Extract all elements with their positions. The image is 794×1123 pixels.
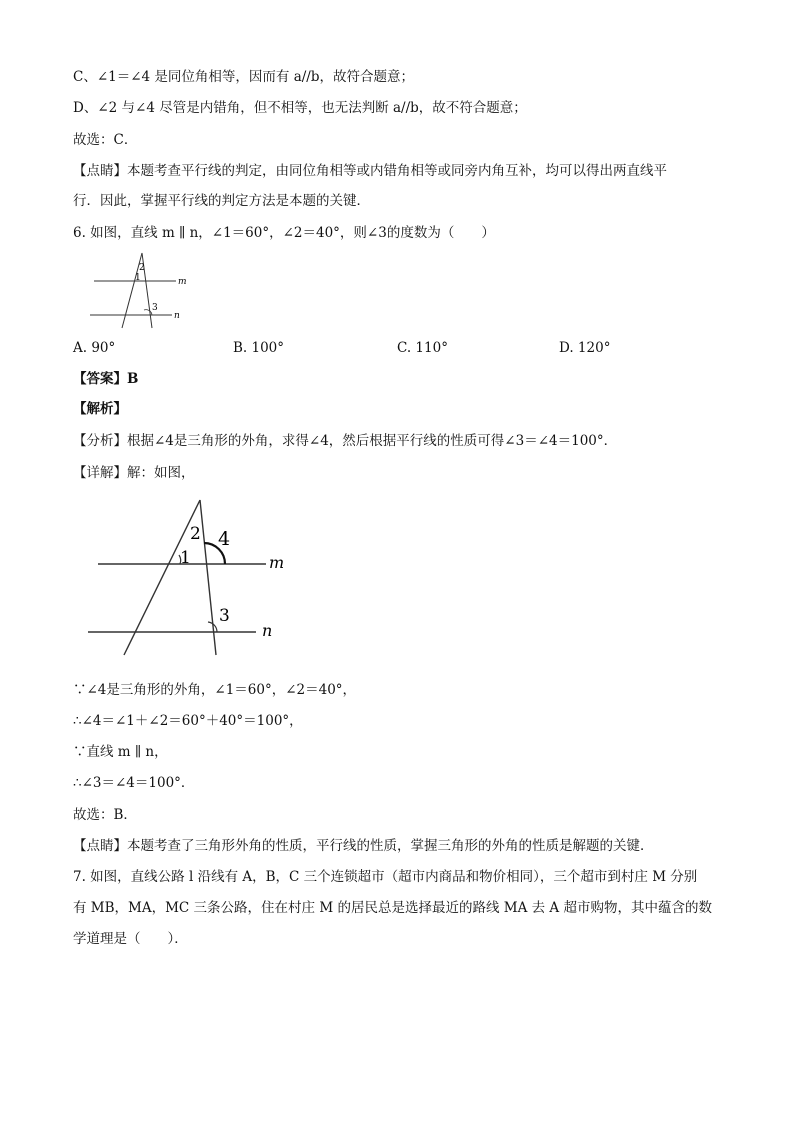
detail-heading: 【详解】解：如图， xyxy=(73,465,195,481)
fig-label-2: 2 xyxy=(190,524,201,544)
option-c: C. 110° xyxy=(397,340,448,356)
q5-comment-line1: 【点睛】本题考查平行线的判定，由同位角相等或内错角相等或同旁内角互补，均可以得出两直线平 xyxy=(73,163,667,179)
option-b: B. 100° xyxy=(233,340,285,356)
fig-label-m: m xyxy=(269,553,285,572)
q6-comment: 【点睛】本题考查了三角形外角的性质，平行线的性质，掌握三角形的外角的性质是解题的关键． xyxy=(73,838,654,854)
fig6-label-n: n xyxy=(174,311,180,321)
fig-label-4: 4 xyxy=(218,528,231,550)
question-6-figure xyxy=(86,250,196,330)
analysis-text: 【分析】根据∠4是三角形的外角，求得∠4，然后根据平行线的性质可得∠3＝∠4＝100°． xyxy=(73,433,618,449)
fig6-label-1: 1 xyxy=(135,273,141,283)
solution-step-2: ∴∠4＝∠1＋∠2＝60°＋40°＝100°， xyxy=(73,713,303,729)
question-7-line1: 7. 如图，直线公路 l 沿线有 A，B，C 三个连锁超市（超市内商品和物价相同），三个超市到村庄 M 分别 xyxy=(73,869,698,885)
q5-choice: 故选：C． xyxy=(73,132,138,148)
option-c-explanation: C、∠1＝∠4 是同位角相等，因而有 a//b，故符合题意； xyxy=(73,69,414,85)
fig-label-n: n xyxy=(262,621,273,640)
option-d: D. 120° xyxy=(559,340,611,356)
q5-comment-line2: 行．因此，掌握平行线的判定方法是本题的关键． xyxy=(73,193,370,209)
option-d-explanation: D、∠2 与∠4 尽管是内错角，但不相等，也无法判断 a//b，故不符合题意； xyxy=(73,100,527,116)
solution-figure xyxy=(86,495,296,660)
analysis-heading: 【解析】 xyxy=(73,401,127,417)
fig6-label-2: 2 xyxy=(139,263,145,273)
fig-label-1: 1 xyxy=(180,548,191,568)
question-7-line2: 有 MB，MA，MC 三条公路，住在村庄 M 的居民总是选择最近的路线 MA 去 A 超市购物，其中蕴含的数 xyxy=(73,900,712,916)
question-7-line3: 学道理是（ ）． xyxy=(73,931,188,947)
solution-choice: 故选：B． xyxy=(73,807,137,823)
answer-heading: 【答案】B xyxy=(73,371,139,387)
solution-step-1: ∵∠4是三角形的外角，∠1＝60°，∠2＝40°， xyxy=(73,682,357,698)
fig6-label-3: 3 xyxy=(152,303,158,313)
fig6-label-m: m xyxy=(178,277,187,287)
fig-label-3: 3 xyxy=(219,606,230,626)
solution-step-3: ∵直线 m ∥ n， xyxy=(73,744,168,760)
solution-step-4: ∴∠3＝∠4＝100°． xyxy=(73,775,195,791)
question-6: 6. 如图，直线 m ∥ n，∠1＝60°，∠2＝40°，则∠3的度数为（ ） xyxy=(73,225,495,241)
option-a: A. 90° xyxy=(73,340,116,356)
